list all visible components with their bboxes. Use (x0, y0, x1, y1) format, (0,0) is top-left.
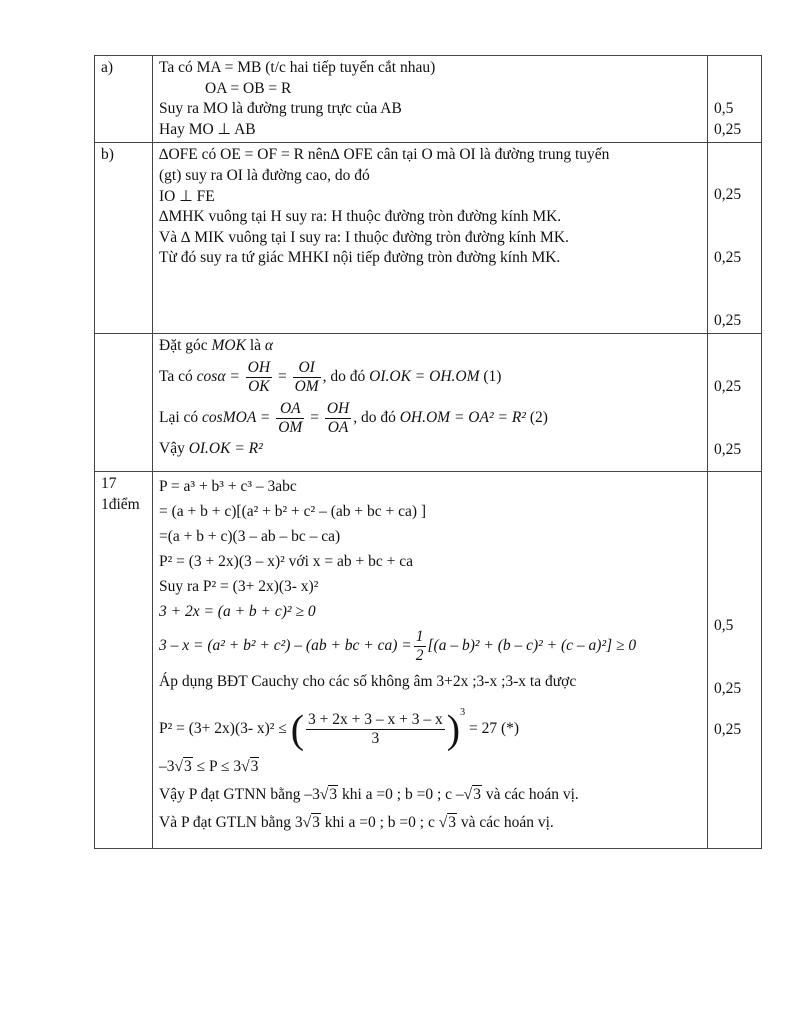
numerator: 3 + 2x + 3 – x + 3 – x (308, 711, 443, 729)
radicand: 3 (250, 758, 259, 776)
denominator: OK (248, 377, 270, 395)
text-line: Hay MO ⊥ AB (159, 120, 256, 138)
math: –3 (159, 758, 175, 776)
text: Vậy (159, 439, 185, 457)
radicand: 3 (448, 814, 456, 832)
fraction (246, 359, 272, 396)
text: khi a =0 ; b =0 ; c (342, 786, 453, 804)
row-b (95, 143, 762, 334)
numerator: 1 (415, 628, 424, 646)
fraction (325, 400, 351, 437)
text-line (159, 439, 701, 460)
text-line: Suy ra MO là đường trung trực của AB (159, 100, 402, 118)
math: –3 (304, 786, 320, 804)
text: , do đó (353, 408, 396, 426)
label-cell (95, 334, 153, 472)
text: và các hoán vị. (485, 786, 579, 804)
points-cell (708, 334, 762, 472)
text: Đặt góc (159, 337, 208, 355)
fraction (414, 628, 426, 665)
row-label: 17 (101, 475, 117, 493)
sqrt: √3 (463, 786, 481, 804)
cauchy-line (159, 700, 701, 752)
points-cell (708, 472, 762, 849)
points: 0,25 (714, 120, 742, 138)
text-line: 3 + 2x = (a + b + c)² ≥ 0 (159, 603, 316, 621)
content-cell (153, 334, 708, 472)
math: α (264, 337, 274, 355)
denominator: 3 (371, 730, 380, 748)
text: = (310, 408, 319, 426)
text-line: (gt) suy ra OI là đường cao, do đó (159, 166, 370, 184)
points: 0,5 (714, 617, 734, 635)
denominator: OA (327, 418, 349, 436)
row-c (95, 334, 762, 472)
math: [(a – b)² + (b – c)² + (c – a)²] ≥ 0 (427, 637, 637, 655)
text-line: ∆OFE có OE = OF = R nên∆ OFE cân tại O mà OI là đường trung tuyến (159, 146, 610, 164)
points: 0,5 (714, 100, 734, 117)
radicand: 3 (312, 814, 320, 832)
sqrt: √3 (438, 814, 456, 832)
text: khi a =0 ; b =0 ; c (324, 814, 435, 832)
math: MOK (211, 337, 246, 355)
math: cosMOA = (202, 408, 271, 426)
points: 0,25 (714, 378, 742, 396)
row-label: b) (101, 146, 114, 164)
math: P² = (3+ 2x)(3- x)² ≤ (159, 720, 287, 738)
sqrt: √3 (174, 758, 192, 776)
math: 3 – x = (a² + b² + c²) – (ab + bc + ca) = (159, 637, 412, 655)
text: Lại có (159, 408, 199, 426)
row-a (95, 56, 762, 143)
text: Vậy P đạt GTNN bằng (159, 786, 301, 804)
radicand: 3 (184, 758, 192, 776)
math: OI.OK = R² (188, 439, 263, 457)
fraction (293, 359, 321, 396)
denominator: OM (294, 377, 319, 395)
text-line (159, 359, 701, 396)
text: và các hoán vị. (460, 814, 554, 832)
points: 0,25 (714, 440, 742, 458)
points-cell (708, 56, 762, 143)
numerator: OH (247, 358, 271, 376)
points: 0,25 (714, 311, 742, 329)
math: 3 (294, 814, 303, 832)
text-line: P² = (3 + 2x)(3 – x)² với x = ab + bc + ca (159, 553, 414, 571)
fraction (276, 400, 304, 437)
points-cell (708, 143, 762, 334)
numerator: OH (326, 399, 350, 417)
denominator: 2 (415, 647, 424, 665)
sqrt: √3 (319, 786, 338, 804)
text: Ta có (159, 367, 193, 385)
math: OI.OK = OH.OM (369, 367, 480, 385)
text: (1) (483, 367, 502, 385)
row-17 (95, 472, 762, 849)
text: Và P đạt GTLN bằng (159, 814, 292, 832)
radicand: 3 (473, 786, 481, 804)
text-line: Từ đó suy ra tứ giác MHKI nội tiếp đường tròn đường kính MK. (159, 249, 561, 267)
numerator: OI (293, 359, 321, 378)
text: = (277, 367, 287, 385)
label-cell (95, 472, 153, 849)
points: 0,25 (714, 721, 742, 739)
text: (2) (529, 408, 548, 426)
denominator: OM (278, 418, 303, 436)
answer-table (94, 55, 762, 849)
label-cell (95, 143, 153, 334)
inequality-line (159, 628, 701, 665)
range-line (159, 754, 701, 779)
max-line (159, 810, 701, 835)
text-line (159, 400, 701, 437)
text-line: = (a + b + c)[(a² + b² + c² – (ab + bc + ca) ] (159, 503, 427, 521)
text-line: IO ⊥ FE (159, 187, 215, 205)
sqrt: √3 (241, 758, 259, 776)
paren-right: ) (446, 706, 461, 752)
text-line: Và ∆ MIK vuông tại I suy ra: I thuộc đường tròn đường kính MK. (159, 228, 569, 246)
text-line: Suy ra P² = (3+ 2x)(3- x)² (159, 578, 319, 596)
text-line: OA = OB = R (205, 79, 292, 97)
text-line: ∆MHK vuông tại H suy ra: H thuộc đường tròn đường kính MK. (159, 208, 562, 226)
content-cell (153, 472, 708, 849)
numerator: OA (276, 400, 304, 419)
paren-left: ( (290, 706, 305, 752)
sqrt: √3 (302, 814, 320, 832)
text-line (159, 336, 701, 357)
row-sublabel: 1điểm (101, 495, 140, 513)
text: là (249, 337, 262, 355)
math: ≤ P ≤ 3 (196, 758, 242, 776)
text-line: Ta có MA = MB (t/c hai tiếp tuyến cắt nhau) (159, 59, 436, 76)
row-label: a) (101, 59, 114, 76)
exponent: 3 (460, 707, 466, 719)
text-line: P = a³ + b³ + c³ – 3abc (159, 478, 297, 496)
math: – (455, 786, 464, 804)
min-line (159, 782, 701, 807)
text: , do đó (322, 367, 366, 385)
content-cell (153, 143, 708, 334)
math: cosα = (196, 367, 240, 385)
radicand: 3 (329, 786, 338, 804)
math: = 27 (*) (468, 720, 520, 738)
fraction (306, 711, 445, 748)
points: 0,25 (714, 186, 742, 204)
math: OH.OM = OA² = R² (399, 408, 526, 426)
content-cell (153, 56, 708, 143)
points: 0,25 (714, 679, 742, 697)
text-line: =(a + b + c)(3 – ab – bc – ca) (159, 528, 341, 546)
label-cell (95, 56, 153, 143)
points: 0,25 (714, 248, 742, 266)
text-line: Áp dụng BĐT Cauchy cho các số không âm 3+2x ;3-x ;3-x ta được (159, 673, 577, 691)
